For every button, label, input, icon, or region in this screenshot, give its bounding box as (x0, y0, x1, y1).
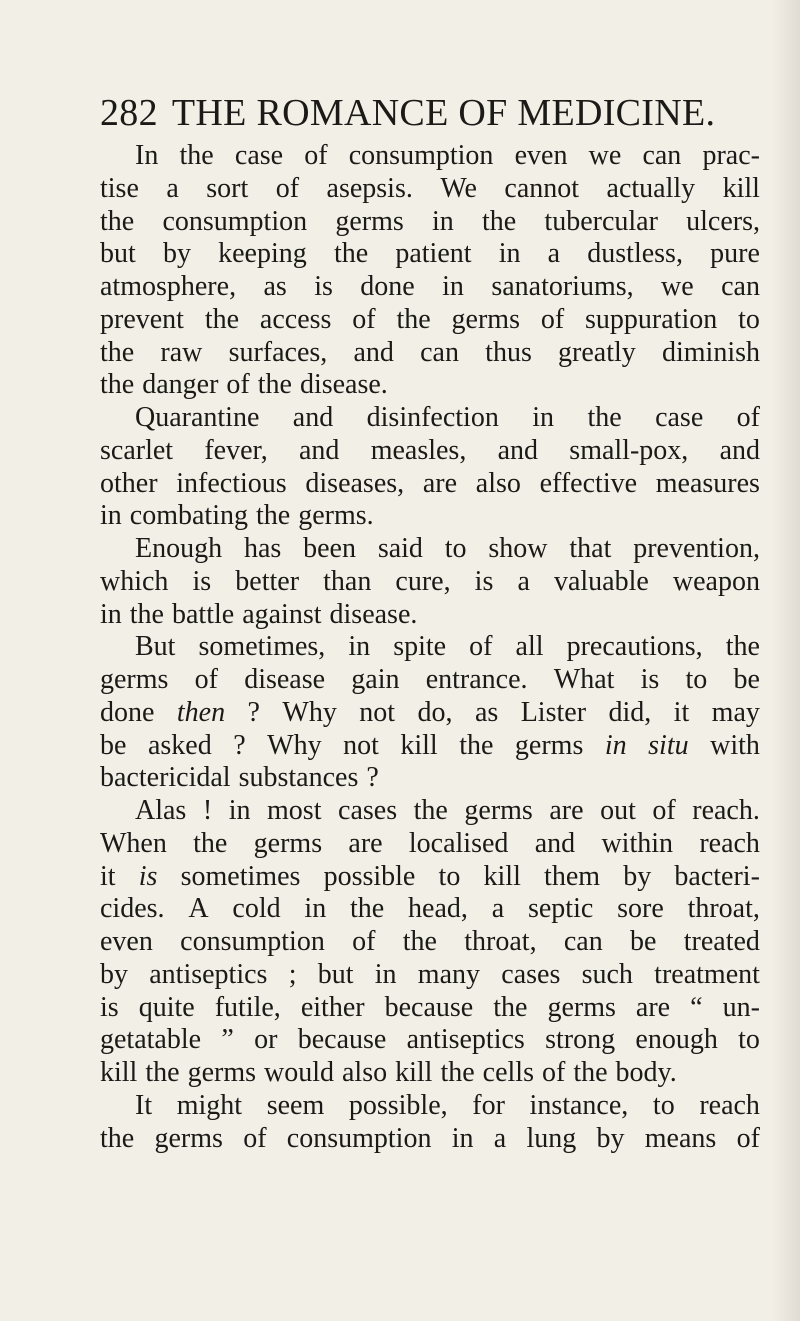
word: the (100, 205, 135, 237)
text-line (100, 861, 760, 894)
word: are (635, 991, 671, 1023)
word: the (481, 205, 517, 237)
word: do, (417, 696, 453, 728)
word: Why (282, 696, 337, 728)
word: the (204, 303, 240, 335)
word: of (352, 303, 376, 335)
word: germs (154, 1122, 223, 1154)
text-line (100, 730, 760, 763)
word: un- (722, 991, 760, 1023)
word: the (573, 1057, 608, 1088)
word: in (100, 500, 122, 532)
word: it (673, 696, 690, 728)
word: of (736, 402, 760, 433)
word: can (721, 271, 760, 302)
word: possible, (348, 1089, 448, 1121)
word: futile, (214, 991, 281, 1023)
word: reach. (692, 795, 760, 826)
word: been (303, 533, 356, 564)
word: in (442, 271, 464, 302)
text-line (100, 304, 760, 337)
word: has (243, 533, 282, 564)
word: thus (485, 336, 532, 368)
word: germs (187, 1057, 256, 1088)
word: of (243, 1122, 267, 1154)
word: When (100, 827, 167, 859)
word: It (135, 1089, 153, 1121)
word: and (292, 402, 334, 433)
text-line (100, 402, 760, 435)
word: the (402, 926, 437, 957)
word: consumption (162, 205, 308, 237)
word: not (359, 696, 396, 728)
word: of (540, 303, 565, 335)
page-edge-shadow (772, 0, 800, 1321)
word: kill (100, 1057, 138, 1088)
word: case (234, 140, 284, 171)
word: germs (335, 205, 404, 237)
word: in (228, 795, 251, 826)
word: either (300, 991, 365, 1023)
word: germs (464, 795, 533, 826)
word: the (459, 729, 494, 761)
word: we (661, 271, 694, 302)
text-line (100, 1090, 760, 1123)
word: the (725, 631, 760, 663)
word: ? (233, 729, 246, 761)
text-line (100, 599, 760, 632)
text-line (100, 500, 760, 533)
word: the (493, 991, 528, 1023)
word: are (422, 467, 458, 499)
text-line (100, 140, 760, 173)
word: disease (244, 664, 326, 695)
word: said (377, 533, 423, 564)
word: in (348, 631, 371, 663)
word: as (263, 271, 287, 302)
word: of (541, 1057, 566, 1088)
word: the (587, 402, 622, 433)
word: the (413, 795, 448, 826)
word: to (652, 1089, 675, 1121)
word: seem (266, 1089, 325, 1121)
word: and (298, 434, 340, 466)
word: the (440, 1057, 475, 1088)
word: scarlet (100, 434, 174, 466)
word: sometimes (180, 860, 301, 892)
text-line (100, 369, 760, 402)
word: or (254, 1024, 278, 1056)
word: enough (635, 1024, 718, 1056)
word: is (100, 991, 119, 1023)
text-line (100, 697, 760, 730)
word: ; (288, 958, 297, 990)
word: than (323, 565, 372, 597)
word: are (348, 827, 383, 859)
word: a (493, 1122, 507, 1154)
text-line (100, 893, 760, 926)
word: to (685, 664, 708, 695)
word: germs (547, 991, 616, 1023)
text-line (100, 795, 760, 828)
text-line (100, 1123, 760, 1156)
word: “ (690, 991, 703, 1023)
word: cells (482, 1057, 534, 1088)
text-line (100, 435, 760, 468)
page-number: 282 (100, 92, 158, 134)
word: a (517, 565, 530, 597)
word: also (342, 1057, 388, 1088)
word: such (581, 958, 633, 990)
word: quite (138, 991, 195, 1023)
word: germs (253, 827, 323, 859)
word: patient (395, 238, 472, 270)
word: of (226, 369, 250, 401)
word: the (257, 369, 292, 401)
word: can (420, 336, 459, 368)
word: it (100, 860, 116, 892)
word: them (544, 860, 601, 892)
word: and (534, 827, 576, 859)
word: the (193, 827, 228, 859)
word: strong (545, 1024, 616, 1056)
word: treated (683, 926, 760, 957)
word: by (596, 1122, 625, 1154)
word: We (440, 172, 477, 204)
word: might (176, 1089, 243, 1121)
word: greatly (558, 336, 636, 368)
word: Lister (520, 696, 587, 728)
word: prevention, (633, 533, 760, 564)
word: small-pox, (569, 434, 689, 466)
word: kill (722, 172, 760, 204)
word: is (640, 664, 660, 695)
word: Quarantine (135, 402, 260, 433)
word: the (100, 336, 135, 368)
word: in (431, 205, 454, 237)
word: better (235, 565, 300, 597)
word: kill (400, 729, 438, 761)
word: disease. (329, 598, 418, 630)
word: not (343, 729, 379, 761)
word: against (242, 598, 322, 630)
word: sanatoriums, (491, 271, 634, 302)
word: Alas (135, 795, 187, 826)
word: entrance. (425, 664, 528, 695)
word: raw (160, 336, 203, 368)
word: instance, (529, 1089, 629, 1121)
text-line (100, 173, 760, 206)
word: also (475, 467, 521, 499)
word: asked (147, 729, 212, 761)
word: most (267, 795, 322, 826)
word: sort (206, 172, 249, 204)
word: consumption (286, 1122, 432, 1154)
word: antiseptics (149, 958, 268, 990)
word: kill (395, 1057, 433, 1088)
word: by (623, 860, 652, 892)
word: cases (338, 795, 398, 826)
word: tubercular (544, 205, 658, 237)
word: effective (539, 467, 638, 499)
word: to (738, 303, 760, 335)
word: and (353, 336, 394, 368)
word: sometimes, (198, 631, 326, 663)
word: are (549, 795, 584, 826)
word: other (100, 467, 158, 499)
text-line (100, 1024, 760, 1057)
text-line (100, 271, 760, 304)
word: ! (202, 795, 213, 826)
word: body. (615, 1057, 677, 1088)
word: bactericidal (100, 762, 231, 794)
word: cases (501, 958, 561, 990)
word: surfaces, (228, 336, 328, 368)
word: even (514, 140, 568, 171)
word: reach (699, 827, 760, 859)
word: of (736, 1122, 760, 1154)
word: kill (483, 860, 521, 892)
word: be (630, 926, 657, 957)
word: because (384, 991, 474, 1023)
running-header (100, 91, 760, 135)
body-text (100, 140, 760, 1155)
word: the (255, 500, 291, 532)
word: cure, (395, 565, 451, 597)
word: Why (267, 729, 322, 761)
word: localised (408, 827, 509, 859)
word: the (129, 598, 164, 630)
text-line (100, 206, 760, 239)
word: can (563, 926, 603, 957)
word: What (553, 664, 615, 695)
word: weapon (672, 565, 760, 597)
running-title: THE ROMANCE OF MEDICINE. (171, 92, 716, 134)
word: then (176, 696, 226, 728)
word: would (264, 1057, 334, 1088)
word: antiseptics (406, 1024, 525, 1056)
word: the (333, 238, 369, 270)
word: did, (608, 696, 652, 728)
text-line (100, 664, 760, 697)
word: as (474, 696, 499, 728)
word: fever, (204, 434, 268, 466)
text-line (100, 337, 760, 370)
word: to (444, 533, 467, 564)
word: diminish (661, 336, 760, 368)
word: diseases, (305, 467, 405, 499)
word: may (711, 696, 760, 728)
word: to (438, 860, 461, 892)
text-line (100, 631, 760, 664)
word: in (374, 958, 397, 990)
text-line (100, 238, 760, 271)
word: a (547, 238, 561, 270)
word: of (469, 631, 493, 663)
word: In (135, 140, 159, 171)
word: show (488, 533, 548, 564)
word: throat, (687, 893, 760, 925)
text-line (100, 828, 760, 861)
word: the (145, 1057, 180, 1088)
word: of (652, 795, 676, 826)
word: be (100, 729, 127, 761)
text-line (100, 762, 760, 795)
word: in (604, 729, 627, 761)
word: precautions, (566, 631, 703, 663)
word: asepsis. (326, 172, 413, 204)
word: the (100, 369, 135, 401)
word: by (100, 958, 128, 990)
word: substances (238, 762, 359, 794)
word: keeping (218, 238, 307, 270)
word: of (275, 172, 300, 204)
word: valuable (553, 565, 649, 597)
word: lung (526, 1122, 577, 1154)
text-line (100, 926, 760, 959)
word: is (192, 565, 212, 597)
word: but (317, 958, 354, 990)
word: cides. (100, 893, 165, 925)
word: ? (247, 696, 260, 728)
word: is (474, 565, 494, 597)
word: disinfection (366, 402, 499, 433)
word: by (162, 238, 191, 270)
word: in (532, 402, 555, 433)
word: for (472, 1089, 505, 1121)
word: even (100, 926, 153, 957)
word: germs (451, 303, 520, 335)
word: with (710, 729, 760, 761)
word: access (259, 303, 332, 335)
word: which (100, 565, 169, 597)
word: situ (648, 729, 689, 761)
word: measles, (370, 434, 467, 466)
word: ” (221, 1024, 234, 1056)
word: A (188, 893, 209, 925)
word: cannot (504, 172, 580, 204)
text-line (100, 566, 760, 599)
word: the (179, 140, 214, 171)
word: actually (606, 172, 696, 204)
word: germs (514, 729, 584, 761)
word: in (498, 238, 521, 270)
word: bacteri- (674, 860, 760, 892)
word: consumption (348, 140, 494, 171)
word: getatable (100, 1024, 202, 1056)
word: infectious (176, 467, 287, 499)
word: ? (366, 762, 379, 794)
word: in (304, 893, 327, 925)
word: that (569, 533, 612, 564)
word: prevent (100, 303, 184, 335)
word: of (304, 140, 328, 171)
word: septic (527, 893, 594, 925)
word: pure (710, 238, 760, 270)
word: gain (351, 664, 400, 695)
word: dustless, (587, 238, 683, 270)
word: within (601, 827, 674, 859)
word: a (491, 893, 505, 925)
word: combating (129, 500, 248, 532)
word: germs. (298, 500, 374, 532)
word: cold (232, 893, 281, 925)
word: in (451, 1122, 474, 1154)
word: and (719, 434, 760, 466)
word: in (100, 598, 122, 630)
word: the (396, 303, 431, 335)
word: and (497, 434, 539, 466)
word: all (515, 631, 544, 663)
word: sore (617, 893, 664, 925)
word: spite (393, 631, 447, 663)
word: consumption (180, 926, 325, 957)
word: measures (655, 467, 760, 499)
text-line (100, 992, 760, 1025)
word: out (600, 795, 636, 826)
text-line (100, 1057, 760, 1090)
word: ulcers, (686, 205, 760, 237)
word: prac- (702, 140, 760, 171)
word: of (194, 664, 218, 695)
text-line (100, 468, 760, 501)
word: atmosphere, (100, 271, 237, 302)
word: done (360, 271, 415, 302)
word: done (100, 696, 155, 728)
word: the (100, 1122, 135, 1154)
word: can (642, 140, 682, 171)
word: the (350, 893, 385, 925)
word: case (655, 402, 704, 433)
word: Enough (135, 533, 223, 564)
word: throat, (464, 926, 537, 957)
word: a (166, 172, 179, 204)
word: of (352, 926, 376, 957)
word: because (297, 1024, 387, 1056)
word: danger (142, 369, 219, 401)
text-line (100, 533, 760, 566)
word: tise (100, 172, 139, 204)
word: we (588, 140, 622, 171)
word: is (138, 860, 158, 892)
word: disease. (299, 369, 388, 401)
word: suppuration (585, 303, 718, 335)
word: battle (172, 598, 235, 630)
word: many (417, 958, 481, 990)
word: germs (100, 664, 169, 695)
word: is (314, 271, 333, 302)
word: possible (323, 860, 416, 892)
word: but (100, 238, 136, 270)
word: to (738, 1024, 760, 1056)
word: head, (408, 893, 468, 925)
word: be (733, 664, 760, 695)
word: But (135, 631, 176, 663)
word: treatment (654, 958, 760, 990)
text-line (100, 959, 760, 992)
word: reach (699, 1089, 760, 1121)
word: means (644, 1122, 717, 1154)
